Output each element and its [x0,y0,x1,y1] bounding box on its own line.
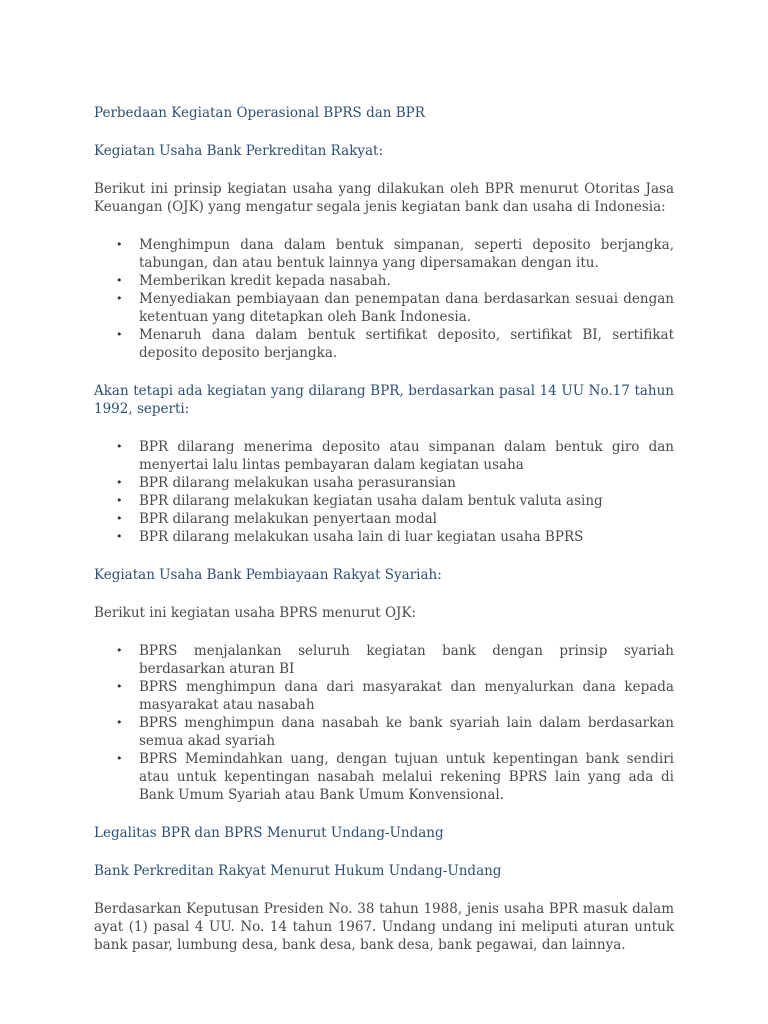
section3-heading: Legalitas BPR dan BPRS Menurut Undang-Undang [94,825,444,841]
prohibited-heading: Akan tetapi ada kegiatan yang dilarang BPR, berdasarkan pasal 14 UU No.17 tahun 1992, seperti: [94,383,674,417]
bullet-icon: • [116,494,123,507]
bullet-icon: • [116,512,123,525]
list-item [94,492,674,510]
list-item [94,750,674,804]
document-page [94,104,674,974]
bullet-icon: • [116,238,123,251]
list-item-text: BPRS Memindahkan uang, dengan tujuan untuk kepentingan bank sendiri atau untuk kepentingan nasabah melalui rekening BPRS lain yang ada di Bank Umum Syariah atau Bank Umum Konvensional. [139,751,674,803]
bullet-icon: • [116,644,123,657]
list-item-text: Menghimpun dana dalam bentuk simpanan, seperti deposito berjangka, tabungan, dan atau bentuk lainnya yang dipersamakan dengan itu. [139,237,674,271]
section2-heading: Kegiatan Usaha Bank Pembiayaan Rakyat Syariah: [94,567,442,583]
list-item-text: Menyediakan pembiayaan dan penempatan dana berdasarkan sesuai dengan ketentuan yang ditetapkan oleh Bank Indonesia. [139,291,674,325]
section1-heading: Kegiatan Usaha Bank Perkreditan Rakyat: [94,143,384,159]
section3-body: Berdasarkan Keputusan Presiden No. 38 tahun 1988, jenis usaha BPR masuk dalam ayat (1) pasal 4 UU. No. 14 tahun 1967. Undang undang ini meliputi aturan untuk bank pasar, lumbung desa, bank desa, bank desa, bank pegawai, dan lainnya. [94,901,674,953]
list-item-text: BPRS menghimpun dana nasabah ke bank syariah lain dalam berdasarkan semua akad syariah [139,715,674,749]
list-item [94,678,674,714]
section1-intro: Berikut ini prinsip kegiatan usaha yang dilakukan oleh BPR menurut Otoritas Jasa Keuangan (OJK) yang mengatur segala jenis kegiatan bank dan usaha di Indonesia: [94,181,674,215]
section2-intro: Berikut ini kegiatan usaha BPRS menurut OJK: [94,605,417,621]
list-item-text: BPR dilarang melakukan usaha lain di luar kegiatan usaha BPRS [139,529,584,545]
section3-subheading: Bank Perkreditan Rakyat Menurut Hukum Undang-Undang [94,863,502,879]
list-item [94,528,674,546]
list-item-text: BPR dilarang melakukan kegiatan usaha dalam bentuk valuta asing [139,493,603,509]
list-item [94,326,674,362]
list-item-text: Menaruh dana dalam bentuk sertifikat deposito, sertifikat BI, sertifikat deposito deposito berjangka. [139,327,674,361]
document-title: Perbedaan Kegiatan Operasional BPRS dan BPR [94,105,425,121]
bullet-icon: • [116,292,123,305]
prohibited-list [94,438,674,546]
list-item [94,474,674,492]
list-item [94,510,674,528]
bullet-icon: • [116,328,123,341]
bullet-icon: • [116,530,123,543]
list-item-text: BPR dilarang menerima deposito atau simpanan dalam bentuk giro dan menyertai lalu lintas pembayaran dalam kegiatan usaha [139,439,674,473]
list-item [94,272,674,290]
list-item [94,642,674,678]
list-item-text: BPR dilarang melakukan usaha perasuransian [139,475,456,491]
list-item [94,714,674,750]
bullet-icon: • [116,440,123,453]
bullet-icon: • [116,274,123,287]
list-item-text: Memberikan kredit kepada nasabah. [139,273,391,289]
section2-list [94,642,674,804]
list-item [94,438,674,474]
list-item-text: BPRS menjalankan seluruh kegiatan bank dengan prinsip syariah berdasarkan aturan BI [139,643,674,677]
bullet-icon: • [116,476,123,489]
section1-list [94,236,674,362]
list-item-text: BPRS menghimpun dana dari masyarakat dan menyalurkan dana kepada masyarakat atau nasabah [139,679,674,713]
list-item-text: BPR dilarang melakukan penyertaan modal [139,511,438,527]
bullet-icon: • [116,752,123,765]
list-item [94,290,674,326]
bullet-icon: • [116,680,123,693]
bullet-icon: • [116,716,123,729]
list-item [94,236,674,272]
